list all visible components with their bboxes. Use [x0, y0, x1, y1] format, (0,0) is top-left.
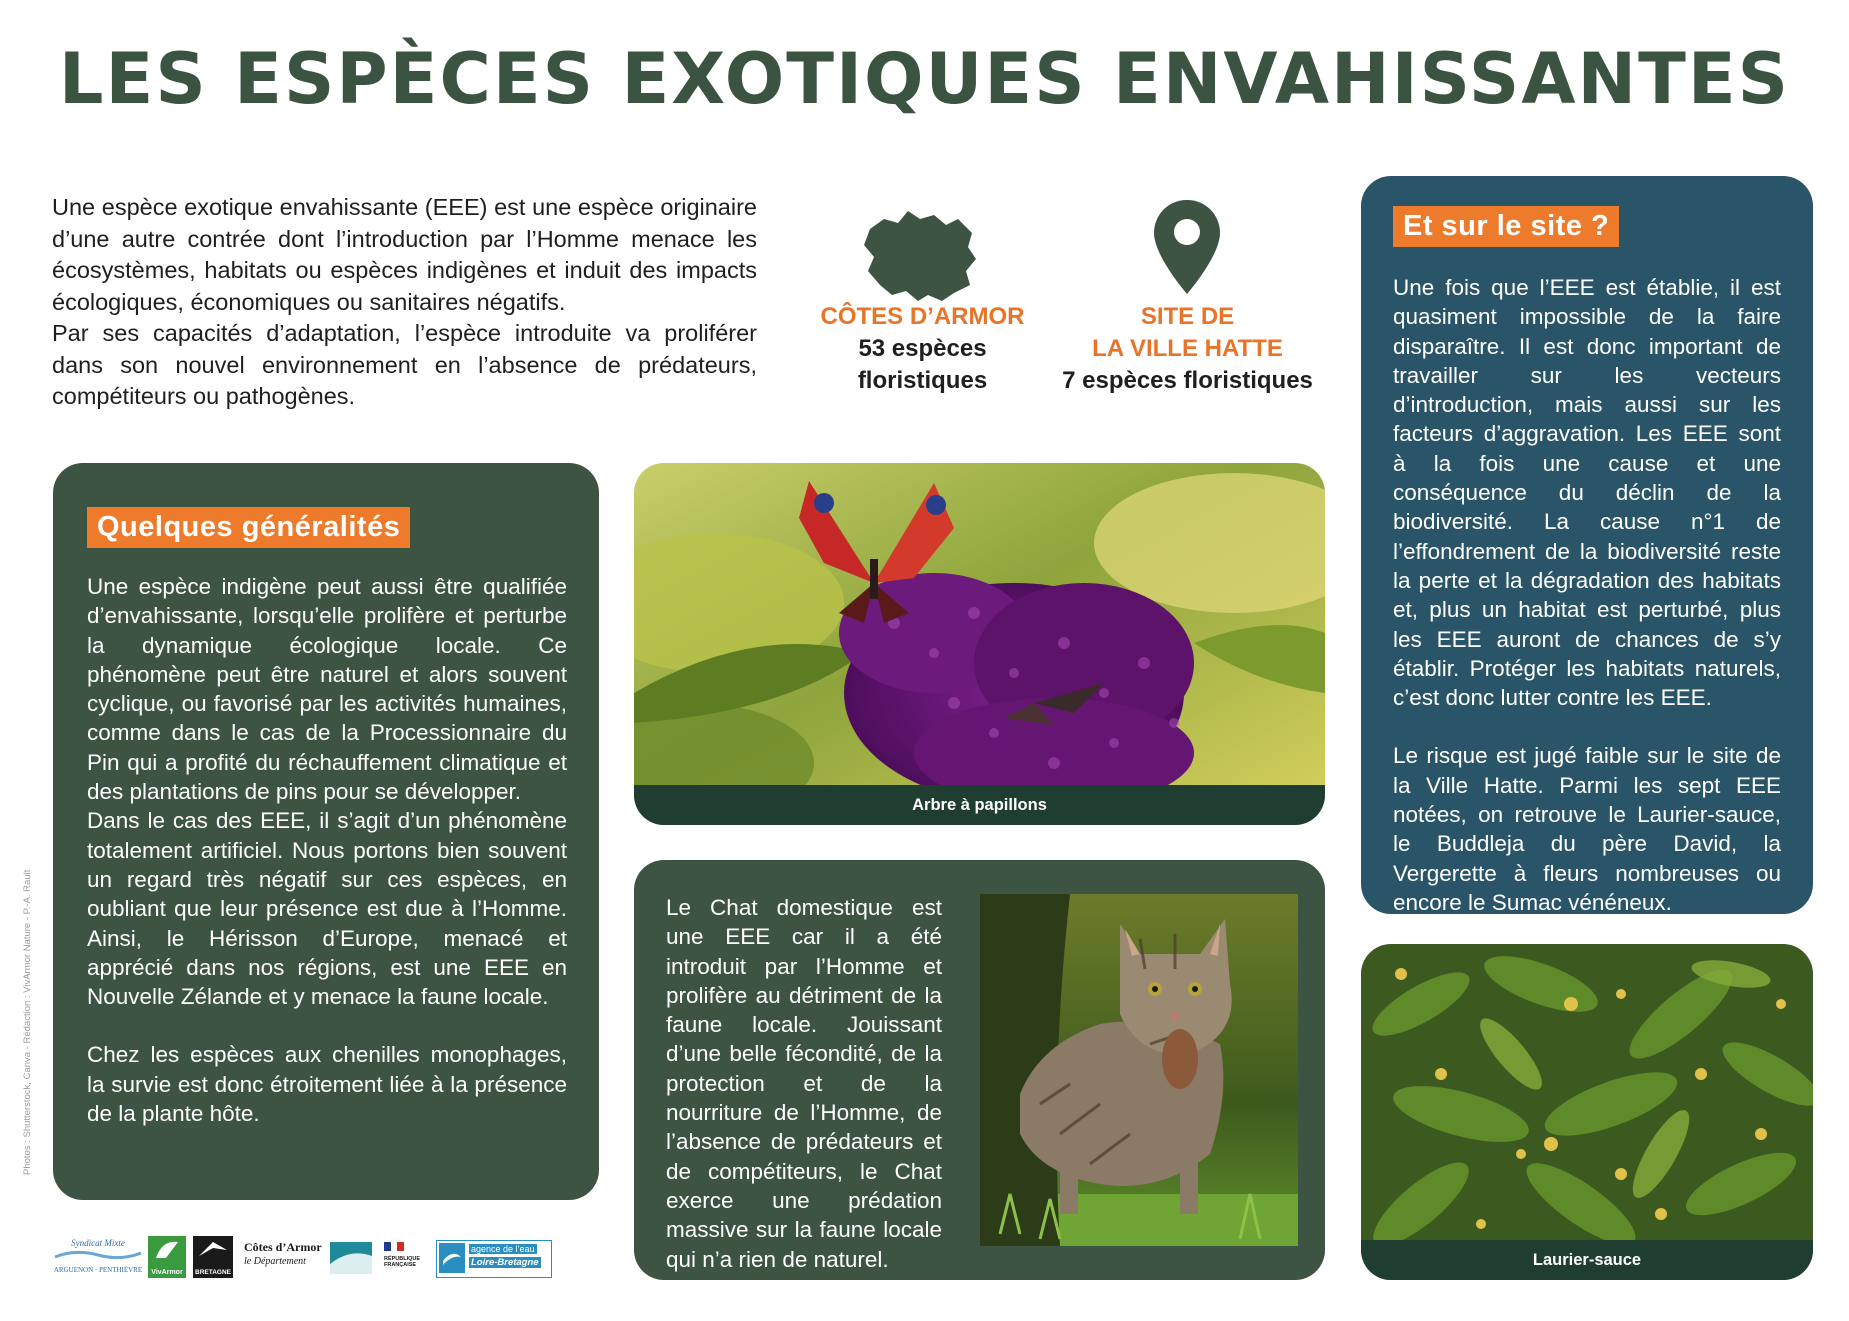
intro-paragraph-1: Une espèce exotique envahissante (EEE) est une espèce originaire d’une autre contrée dont l’introduction par l’Homme menace les écosystèmes, habitats ou espèces indigènes et induit des impacts écologiques, économiques ou sanitaires négatifs.: [52, 194, 757, 315]
chat-text: Le Chat domestique est une EEE car il a été introduit par l’Homme et prolifère au détriment de la faune locale. Jouissant d’une belle fécondité, de la protection et de la nourriture de l’Homme, de l’absence de prédateurs et de compétiteurs, le Chat exerce une prédation massive sur la faune locale qui n’a rien de naturel.: [666, 895, 942, 1272]
site-panel-text: [1393, 273, 1781, 917]
logo-agence-de-leau: agence de l’eau Loire-Bretagne: [436, 1240, 552, 1278]
cat-photo: [980, 894, 1298, 1246]
map-pin-icon: [1152, 198, 1222, 296]
buddleja-caption: Arbre à papillons: [634, 785, 1325, 825]
stat-cotes-value-line1: 53 espèces: [858, 335, 987, 362]
page-title: LES ESPÈCES EXOTIQUES ENVAHISSANTES: [58, 38, 1791, 120]
stat-site-label-line2: LA VILLE HATTE: [1092, 335, 1283, 362]
intro-text: [52, 192, 757, 413]
generalites-paragraph-2: Dans le cas des EEE, il s’agit d’un phénomène totalement artificiel. Nous portons bien souvent un regard très négatif sur ces espèces, en oubliant que leur présence est due à l’Homme. Ainsi, le Hérisson d’Europe, menacé et apprécié dans nos régions, est une EEE en Nouvelle Zélande et y menace la faune locale.: [87, 808, 567, 1010]
logo-vivarmor: VivArmor: [148, 1236, 186, 1278]
logo-region-bretagne: BRETAGNE: [193, 1236, 233, 1278]
laurier-photo-card: [1361, 944, 1813, 1280]
buddleja-photo-card: [634, 463, 1325, 825]
stat-site-ville-hatte: [1045, 301, 1330, 397]
intro-paragraph-2: Par ses capacités d’adaptation, l’espèce introduite va proliférer dans son nouvel environnement en l’absence de prédateurs, compétiteurs ou pathogènes.: [52, 320, 757, 409]
stat-cotes-value-line2: floristiques: [857, 367, 988, 394]
generalites-panel: [53, 463, 599, 1200]
generalites-paragraph-3: Chez les espèces aux chenilles monophages, la survie est donc étroitement liée à la présence de la plante hôte.: [87, 1042, 567, 1127]
generalites-paragraph-1: Une espèce indigène peut aussi être qualifiée d’envahissante, lorsqu’elle prolifère et perturbe la dynamique écologique locale. Ce phénomène peut être naturel et alors souvent cyclique, ou favorisé par les activités humaines, comme dans le cas de la Processionnaire du Pin qui a profité du réchauffement climatique et des plantations de pins pour se développer.: [87, 574, 567, 805]
logo-republique-francaise: RÉPUBLIQUE FRANÇAISE: [384, 1238, 432, 1278]
stat-cotes-label: CÔTES D’ARMOR: [820, 303, 1025, 330]
stat-cotes-darmor: [800, 301, 1045, 397]
laurier-caption: Laurier-sauce: [1361, 1240, 1813, 1280]
site-paragraph-2: Le risque est jugé faible sur le site de la Ville Hatte. Parmi les sept EEE notées, on retrouve le Laurier-sauce, le Buddleja du père David, la Vergerette à fleurs nombreuses ou encore le Sumac vénéneux.: [1393, 743, 1781, 915]
site-panel: [1361, 176, 1813, 914]
logo-cotes-darmor-departement: Côtes d’Armor le Département: [244, 1238, 374, 1278]
cotes-darmor-map-icon: [862, 205, 982, 305]
site-paragraph-1: Une fois que l’EEE est établie, il est quasiment impossible de la faire disparaître. Il est donc important de travailler sur les vecteurs d’introduction, mais aussi sur les facteurs d’aggravation. Les EEE sont à la fois une cause et une conséquence du déclin de la biodiversité. La cause n°1 de l’effondrement de la biodiversité reste la perte et la dégradation des habitats et, plus un habitat est perturbé, plus les EEE auront de chances de s’y établir. Protéger les habitats naturels, c’est donc lutter contre les EEE.: [1393, 275, 1781, 711]
site-panel-heading: Et sur le site ?: [1393, 206, 1619, 247]
buddleja-butterfly-photo: [634, 463, 1325, 825]
chat-panel: [634, 860, 1325, 1280]
stat-site-label-line1: SITE DE: [1140, 303, 1235, 330]
generalites-heading: Quelques généralités: [87, 507, 410, 548]
logo-syndicat-mixte: Syndicat Mixte ARGUENON · PENTHIÈVRE: [53, 1238, 143, 1274]
laurier-sauce-photo: [1361, 944, 1813, 1280]
photo-credit: Photos : Shutterstock, Canva - Rédaction : VivArmor Nature - P.-A. Rault: [22, 869, 33, 1175]
stat-site-value: 7 espèces floristiques: [1062, 367, 1313, 394]
generalites-text: [87, 572, 567, 1128]
